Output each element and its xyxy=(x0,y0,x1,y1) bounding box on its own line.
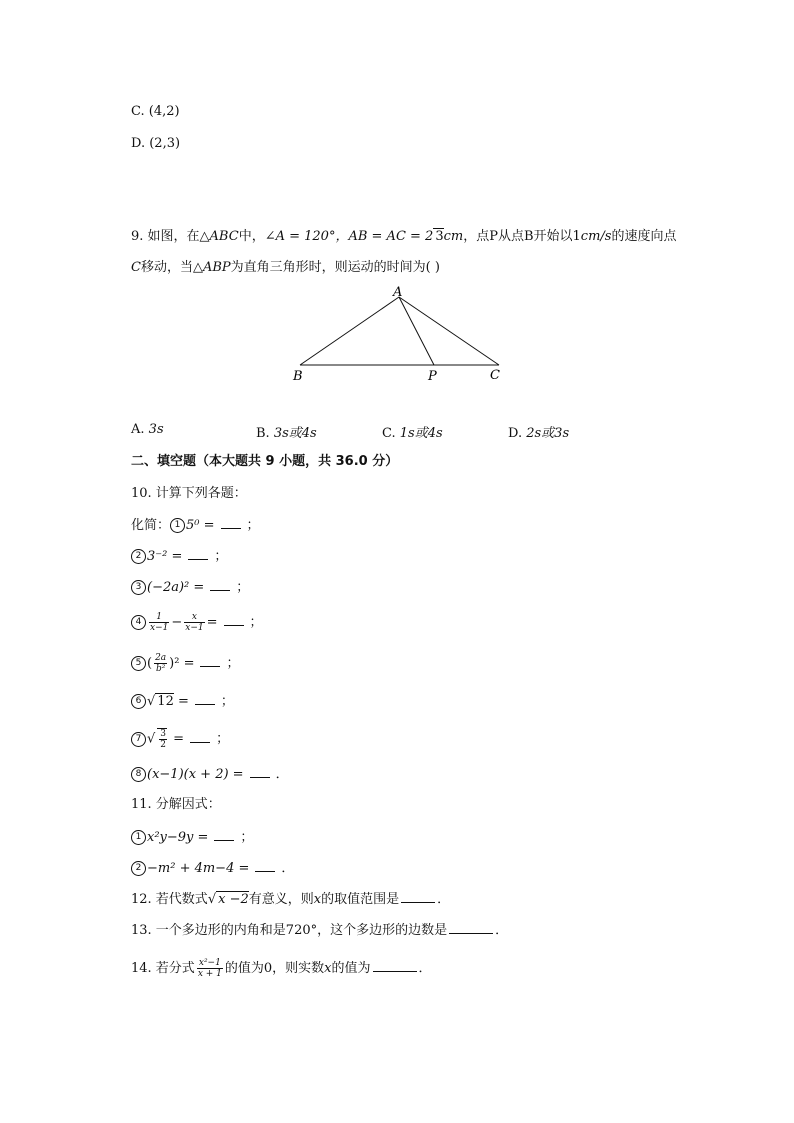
q9-choice-a: A. 3s xyxy=(131,422,164,437)
circled-number: 4 xyxy=(131,615,146,630)
q11-item-2: 2 −m² + 4m−4 = ． xyxy=(131,859,294,878)
answer-blank xyxy=(214,828,234,841)
circled-number: 6 xyxy=(131,694,146,709)
q10-item-3 xyxy=(131,578,249,597)
circled-number: 5 xyxy=(131,656,146,671)
q9-choice-c: C. 1s或4s xyxy=(382,426,443,441)
triangle-figure xyxy=(285,283,515,388)
q9-point-c: C xyxy=(131,260,141,275)
expr: (−2a)² = xyxy=(147,580,205,595)
section-title: 二、填空题（本大题共 9 小题，共 36.0 分） xyxy=(131,454,399,469)
circled-number: 2 xyxy=(131,549,146,564)
q9-line2-tail: 为直角三角形时，则运动的时间为( ) xyxy=(230,260,440,275)
q10-item-1 xyxy=(131,516,260,535)
q9-triangle-abp: △ABP xyxy=(192,260,231,275)
q10-item-8: 8 (x−1)(x + 2) = ． xyxy=(131,765,289,784)
q14-prefix: 14. 若分式 xyxy=(131,961,195,976)
expr: 5⁰ = xyxy=(186,518,215,533)
label-b: B xyxy=(293,369,303,384)
segment-ac xyxy=(399,297,499,365)
q9-speed-unit: cm/s xyxy=(580,229,612,244)
punct: ； xyxy=(214,549,228,564)
q9-line2 xyxy=(131,259,440,277)
answer-blank xyxy=(250,765,270,778)
circled-number: 7 xyxy=(131,732,146,747)
q10-item-7: 7 √ $\frac{3}{2}$ = ； xyxy=(131,728,229,750)
radicand: x −2 xyxy=(218,892,249,907)
circled-number: 8 xyxy=(131,767,146,782)
q14: 14. 若分式 $\frac{\text{x²−1}}{x + 1}$ 的值为0，则实数x的值为 ． xyxy=(131,958,432,979)
punct: ； xyxy=(236,580,250,595)
circled-number: 1 xyxy=(131,830,146,845)
option-c: C. (4,2) xyxy=(131,104,180,119)
option-d: D. (2,3) xyxy=(131,136,181,151)
q10-item-5: 5 ( $\frac{2a}{\text{b²}}$ )² = ； xyxy=(131,653,240,674)
answer-blank xyxy=(210,578,230,591)
q10-item-6: 6 √ 12 = ； xyxy=(131,692,234,711)
q12: 12. 若代数式√ x −2有意义，则x的取值范围是 ． xyxy=(131,892,451,907)
answer-blank xyxy=(255,859,275,872)
fraction: $\frac{2a}{\text{b²}}$ xyxy=(155,653,167,674)
segment-ab xyxy=(300,297,399,365)
q9-mid2: ，点P从点B开始以1 xyxy=(463,229,581,244)
q10-item-4: 4 $\frac{1}{x-1}$ − $\frac{x}{x-1}$ = ； xyxy=(131,612,263,633)
q9-triangle-abc: △ABC xyxy=(199,229,239,244)
q10-item-2 xyxy=(131,547,227,566)
q12-prefix: 12. 若代数式 xyxy=(131,892,208,907)
punct: ； xyxy=(246,518,260,533)
q11-item-1: 1 x²y−9y = ； xyxy=(131,828,253,847)
q11-title: 11. 分解因式： xyxy=(131,797,221,812)
answer-blank xyxy=(195,692,215,705)
answer-blank xyxy=(190,730,210,743)
expr: x²y−9y = xyxy=(147,830,209,845)
circled-number: 1 xyxy=(170,518,185,533)
q13-text: 13. 一个多边形的内角和是720°，这个多边形的边数是 xyxy=(131,923,448,938)
answer-blank xyxy=(449,921,493,934)
q9-prefix: 9. 如图，在 xyxy=(131,229,200,244)
q9-line2-mid: 移动，当 xyxy=(140,260,193,275)
expr: 3⁻² = xyxy=(147,549,183,564)
q9-choice-d: D. 2s或3s xyxy=(508,426,570,441)
q9-line1 xyxy=(131,228,676,246)
answer-blank xyxy=(188,547,208,560)
q13: 13. 一个多边形的内角和是720°，这个多边形的边数是 ． xyxy=(131,923,509,938)
label-a: A xyxy=(393,285,403,300)
q9-choice-b: B. 3s或4s xyxy=(256,426,317,441)
q9-sqrt: 3 xyxy=(435,229,444,244)
sqrt-fraction: $\frac{3}{2}$ xyxy=(157,728,167,750)
q9-mid1: 中， xyxy=(238,229,265,244)
segment-ap xyxy=(399,297,434,365)
answer-blank xyxy=(221,516,241,529)
answer-blank xyxy=(200,654,220,667)
answer-blank xyxy=(401,890,435,903)
q9-tail1: 的速度向点 xyxy=(611,229,677,244)
circled-number: 3 xyxy=(131,580,146,595)
q10-title: 10. 计算下列各题： xyxy=(131,486,247,501)
q10-prefix: 化简： xyxy=(131,518,171,533)
expr: (x−1)(x + 2) = xyxy=(147,767,244,782)
answer-blank xyxy=(373,959,417,972)
label-c: C xyxy=(490,368,500,383)
answer-blank xyxy=(224,613,244,626)
radicand: 12 xyxy=(157,694,174,709)
q9-angle: ∠A = 120°，AB = AC = 2 xyxy=(264,229,434,244)
circled-number: 2 xyxy=(131,861,146,876)
fraction: $\frac{\text{x²−1}}{x + 1}$ xyxy=(197,958,222,979)
label-p: P xyxy=(428,369,437,384)
q9-unit: cm xyxy=(443,229,464,244)
fraction: $\frac{1}{x-1}$ xyxy=(150,612,169,633)
expr: −m² + 4m−4 = xyxy=(147,861,250,876)
fraction: $\frac{x}{x-1}$ xyxy=(185,612,204,633)
